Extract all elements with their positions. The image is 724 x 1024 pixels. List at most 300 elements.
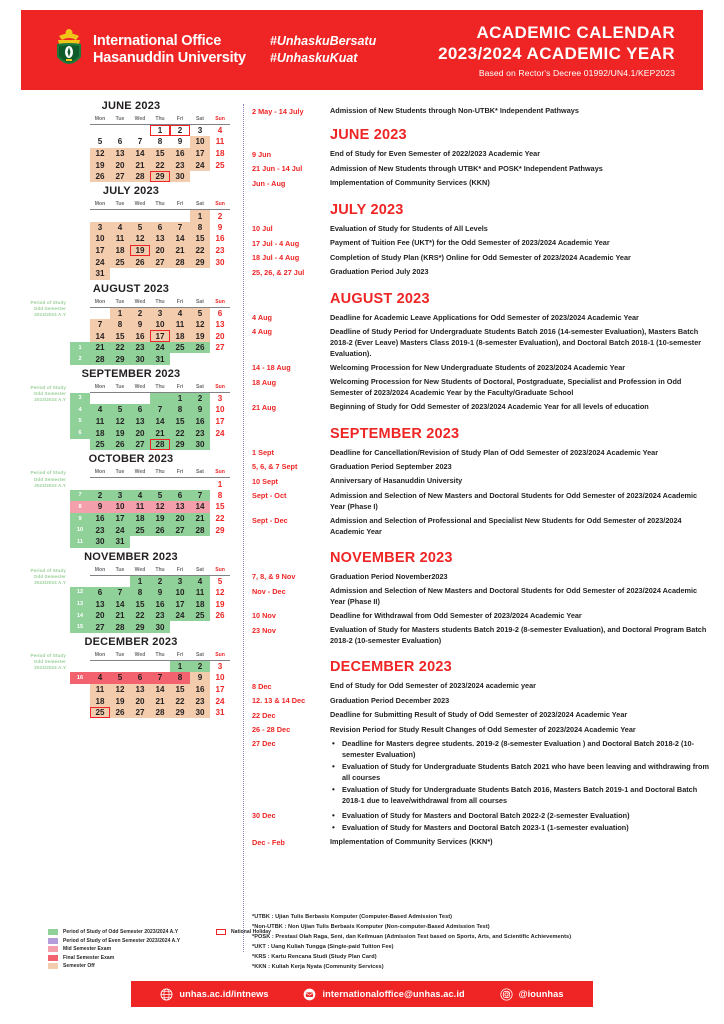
weekday-header-thu: Thu xyxy=(150,651,170,661)
month-calendar xyxy=(0,283,236,365)
weekday-header-sun: Sun xyxy=(210,115,230,125)
event-bullet-item: • Evaluation of Study for Undergraduate Students Batch 2021 who have been leaving and withdrawing from all courses xyxy=(330,762,714,784)
day-cell: 3 xyxy=(217,394,223,404)
day-cell: 28 xyxy=(170,256,190,268)
week-number-cell: 12 xyxy=(70,587,90,599)
week-number-cell: 3 xyxy=(70,393,90,405)
legend-item xyxy=(48,963,248,969)
event-date: 12. 13 & 14 Dec xyxy=(252,696,306,706)
events-month-heading: DECEMBER 2023 xyxy=(330,659,452,676)
org-name-line2: Hasanuddin University xyxy=(93,50,246,66)
event-date: 30 Dec xyxy=(252,811,276,821)
weekday-header-sun: Sun xyxy=(210,468,230,478)
month-calendar xyxy=(0,636,236,718)
month-calendar xyxy=(0,551,236,633)
weekday-header-sat: Sat xyxy=(190,115,210,125)
day-cell: 22 xyxy=(215,514,225,524)
day-cell: 28 xyxy=(90,353,110,365)
event-description: Implementation of Community Services (KKN*) xyxy=(330,837,493,847)
footnote-line: *UKT : Uang Kuliah Tungga (Single-paid Tuition Fee) xyxy=(252,943,394,950)
weekday-header-fri: Fri xyxy=(170,566,190,576)
legend-swatch xyxy=(48,938,58,944)
day-cell: 14 xyxy=(90,330,110,342)
day-cell: 7 xyxy=(90,319,110,331)
event-date: 4 Aug xyxy=(252,327,272,337)
weekday-header-mon: Mon xyxy=(90,566,110,576)
event-description: Admission of New Students through UTBK* and POSK* Independent Pathways xyxy=(330,163,603,173)
day-cell: 4 xyxy=(110,222,130,234)
day-cell-empty xyxy=(210,353,230,365)
day-cell: 12 xyxy=(215,587,225,597)
week-number-cell xyxy=(70,245,90,257)
calendar-week-row xyxy=(70,404,230,416)
event-description: Admission and Selection of New Masters and Doctoral Students for Odd Semester of 2023/2024 Academic Year (Phase I) xyxy=(330,490,698,511)
week-number-cell xyxy=(70,478,90,490)
email-icon xyxy=(303,988,316,1001)
event-bullet-list xyxy=(330,811,714,834)
day-cell: 8 xyxy=(190,222,210,234)
day-cell: 29 xyxy=(130,621,150,633)
day-cell: 21 xyxy=(170,245,190,257)
day-cell: 25 xyxy=(215,160,225,170)
event-row xyxy=(252,448,714,459)
day-cell: 7 xyxy=(150,404,170,416)
day-cell: 16 xyxy=(150,598,170,610)
event-description: Beginning of Study for Odd Semester of 2023/2024 Academic Year for all levels of education xyxy=(330,402,649,412)
week-number-cell xyxy=(70,661,90,673)
weekday-header-sun: Sun xyxy=(210,383,230,393)
period-of-study-note: Period of Study Odd Semester 2023/2024 A.Y xyxy=(30,385,66,403)
org-name xyxy=(93,33,246,66)
event-bullet-item: • Evaluation of Study for Masters and Doctoral Batch 2022-2 (2-semester Evaluation) xyxy=(330,811,714,822)
calendar-week-row xyxy=(70,439,230,451)
day-cell: 19 xyxy=(150,513,170,525)
day-cell-empty xyxy=(190,268,210,280)
day-cell: 27 xyxy=(130,439,150,451)
calendar-week-row xyxy=(70,621,230,633)
day-cell: 24 xyxy=(90,256,110,268)
event-description: Graduation Period July 2023 xyxy=(330,267,429,277)
event-row xyxy=(252,363,714,374)
event-description: Graduation Period September 2023 xyxy=(330,461,452,471)
day-cell: 23 xyxy=(170,159,190,171)
calendar-week-row xyxy=(70,478,230,490)
day-cell: 4 xyxy=(90,404,110,416)
week-number-header xyxy=(70,115,90,125)
day-cell: 20 xyxy=(215,331,225,341)
day-cell: 21 xyxy=(190,513,210,525)
day-cell: 31 xyxy=(110,536,130,548)
month-title: AUGUST 2023 xyxy=(92,282,170,295)
legend-label-national-holiday: National Holiday xyxy=(231,929,271,935)
events-month-heading: JULY 2023 xyxy=(330,201,404,218)
event-description: Admission of New Students through Non-UTBK* Independent Pathways xyxy=(330,106,579,115)
day-cell-empty xyxy=(190,536,210,548)
day-cell: 7 xyxy=(150,672,170,684)
day-cell-empty xyxy=(170,536,190,548)
calendar-week-row xyxy=(70,307,230,319)
weekday-header-sun: Sun xyxy=(210,651,230,661)
day-cell-empty xyxy=(170,353,190,365)
event-row xyxy=(252,586,714,608)
week-number-cell xyxy=(70,210,90,222)
weekday-header-fri: Fri xyxy=(170,651,190,661)
weekday-header-sat: Sat xyxy=(190,468,210,478)
day-cell: 28 xyxy=(130,171,150,183)
day-cell: 20 xyxy=(110,159,130,171)
day-cell: 19 xyxy=(110,695,130,707)
day-cell: 12 xyxy=(130,233,150,245)
footnote-line: *POSK : Prestasi Olah Raga, Seni, dan Keilmuan (Admission Test based on Sports, Arts, and Scientific Achievements) xyxy=(252,933,572,940)
weekday-header-thu: Thu xyxy=(150,115,170,125)
week-number-cell xyxy=(70,171,90,183)
event-row xyxy=(252,710,714,721)
day-cell: 31 xyxy=(150,353,170,365)
event-row xyxy=(252,572,714,583)
week-number-cell xyxy=(70,307,90,319)
calendar-table xyxy=(70,298,230,365)
month-body xyxy=(0,468,236,547)
day-cell: 16 xyxy=(90,513,110,525)
day-cell: 24 xyxy=(150,342,170,354)
calendar-week-row xyxy=(70,490,230,502)
day-cell: 11 xyxy=(110,233,130,245)
day-cell: 15 xyxy=(170,416,190,428)
day-cell: 25 xyxy=(90,439,110,451)
event-row xyxy=(252,476,714,487)
day-cell: 19 xyxy=(90,159,110,171)
calendar-week-row xyxy=(70,353,230,365)
event-description xyxy=(330,739,714,808)
calendar-week-row xyxy=(70,319,230,331)
day-cell: 13 xyxy=(130,684,150,696)
day-cell: 30 xyxy=(130,353,150,365)
footnote-line: *UTBK : Ujian Tulis Berbasis Komputer (Computer-Based Admission Test) xyxy=(252,914,453,920)
day-cell-empty xyxy=(150,478,170,490)
page-title-line1: ACADEMIC CALENDAR xyxy=(476,22,675,42)
week-number-cell: 7 xyxy=(70,490,90,502)
day-cell: 6 xyxy=(130,404,150,416)
day-cell: 13 xyxy=(90,598,110,610)
day-cell: 16 xyxy=(130,330,150,342)
event-row xyxy=(252,224,714,235)
event-description: Evaluation of Study for Masters students Batch 2019-2 (8-semester Evaluation), and Doctoral Program Batch 2018-2 (10-semester Evaluation) xyxy=(330,625,707,646)
day-cell: 17 xyxy=(215,416,225,426)
day-cell: 27 xyxy=(90,621,110,633)
day-cell: 31 xyxy=(90,268,110,280)
day-cell: 26 xyxy=(215,611,225,621)
day-cell-empty xyxy=(210,536,230,548)
day-cell: 17 xyxy=(215,684,225,694)
day-cell: 21 xyxy=(130,159,150,171)
event-row xyxy=(252,238,714,249)
event-bullet-list xyxy=(330,739,714,807)
week-number-header xyxy=(70,298,90,308)
day-cell: 8 xyxy=(157,137,163,147)
day-cell-empty xyxy=(150,268,170,280)
weekday-header-sat: Sat xyxy=(190,383,210,393)
day-cell: 1 xyxy=(190,210,210,222)
day-cell: 8 xyxy=(130,587,150,599)
day-cell: 12 xyxy=(110,684,130,696)
week-number-header xyxy=(70,566,90,576)
day-cell: 27 xyxy=(150,256,170,268)
event-row xyxy=(252,164,714,175)
weekday-header-sat: Sat xyxy=(190,298,210,308)
day-cell-empty xyxy=(130,268,150,280)
org-name-line1: International Office xyxy=(93,33,222,50)
day-cell-empty xyxy=(210,439,230,451)
day-cell-empty xyxy=(110,575,130,587)
event-date: 22 Dec xyxy=(252,710,276,720)
day-cell: 22 xyxy=(110,342,130,354)
calendar-week-row xyxy=(70,148,230,160)
week-number-header xyxy=(70,383,90,393)
calendar-week-row xyxy=(70,536,230,548)
weekday-header-mon: Mon xyxy=(90,651,110,661)
day-cell: 4 xyxy=(130,490,150,502)
day-cell: 9 xyxy=(217,222,223,232)
calendar-week-row xyxy=(70,513,230,525)
event-date: 7, 8, & 9 Nov xyxy=(252,572,296,582)
weekday-header-wed: Wed xyxy=(130,200,150,210)
day-cell: 9 xyxy=(177,137,183,147)
day-cell: 29 xyxy=(190,256,210,268)
day-cell-empty xyxy=(190,621,210,633)
footer-email[interactable] xyxy=(303,988,464,1001)
day-cell: 17 xyxy=(110,513,130,525)
day-cell: 17 xyxy=(150,330,170,342)
calendar-week-row xyxy=(70,524,230,536)
legend-holiday-block xyxy=(216,929,271,938)
day-cell: 12 xyxy=(110,416,130,428)
event-row xyxy=(252,696,714,707)
day-cell: 1 xyxy=(170,661,190,673)
event-row xyxy=(252,253,714,264)
day-cell: 15 xyxy=(130,598,150,610)
calendar-week-row xyxy=(70,661,230,673)
calendar-week-row xyxy=(70,684,230,696)
weekday-header-mon: Mon xyxy=(90,298,110,308)
day-cell: 1 xyxy=(110,307,130,319)
day-cell: 20 xyxy=(170,513,190,525)
event-description: Deadline for Cancellation/Revision of Study Plan of Odd Semester of 2023/2024 Academic Year xyxy=(330,447,659,457)
day-cell: 6 xyxy=(150,222,170,234)
day-cell-empty xyxy=(210,621,230,633)
week-number-cell: 5 xyxy=(70,416,90,428)
day-cell: 18 xyxy=(190,598,210,610)
day-cell: 18 xyxy=(90,427,110,439)
legend-swatch xyxy=(48,963,58,969)
day-cell: 10 xyxy=(170,587,190,599)
day-cell: 18 xyxy=(130,513,150,525)
day-cell: 16 xyxy=(170,148,190,160)
day-cell: 4 xyxy=(217,126,223,136)
day-cell: 29 xyxy=(170,439,190,451)
day-cell: 7 xyxy=(170,222,190,234)
day-cell-empty xyxy=(90,210,110,222)
day-cell: 1 xyxy=(150,125,170,137)
events-month-heading: JUNE 2023 xyxy=(330,127,407,144)
day-cell: 11 xyxy=(190,587,210,599)
event-date: Dec - Feb xyxy=(252,837,285,847)
event-date: 21 Jun - 14 Jul xyxy=(252,164,303,174)
legend-item xyxy=(48,946,248,952)
day-cell: 5 xyxy=(97,137,103,147)
event-date: 23 Nov xyxy=(252,625,276,635)
day-cell: 26 xyxy=(110,439,130,451)
event-date: Sept - Dec xyxy=(252,516,288,526)
day-cell: 29 xyxy=(110,353,130,365)
university-crest-icon xyxy=(54,27,84,73)
day-cell: 23 xyxy=(190,427,210,439)
day-cell: 28 xyxy=(150,707,170,719)
day-cell: 5 xyxy=(110,404,130,416)
day-cell: 13 xyxy=(170,501,190,513)
day-cell: 2 xyxy=(130,307,150,319)
event-row xyxy=(252,739,714,808)
day-cell: 28 xyxy=(150,439,170,451)
calendar-week-row xyxy=(70,501,230,513)
day-cell: 13 xyxy=(150,233,170,245)
day-cell: 14 xyxy=(110,598,130,610)
day-cell: 7 xyxy=(137,137,143,147)
day-cell: 21 xyxy=(150,695,170,707)
weekday-header-wed: Wed xyxy=(130,468,150,478)
day-cell: 3 xyxy=(170,575,190,587)
day-cell: 22 xyxy=(170,695,190,707)
legend-swatch xyxy=(48,929,58,935)
weekday-header-sun: Sun xyxy=(210,200,230,210)
month-calendar xyxy=(0,185,236,279)
day-cell: 12 xyxy=(150,501,170,513)
weekday-header-sun: Sun xyxy=(210,566,230,576)
day-cell: 18 xyxy=(215,148,225,158)
day-cell: 23 xyxy=(130,342,150,354)
day-cell: 11 xyxy=(90,416,110,428)
event-bullet-item: • Evaluation of Study for Undergraduate Students Batch 2016, Masters Batch 2019-1 and Doctoral Batch 2018-1 due to leave/withdrawal from all courses xyxy=(330,785,714,807)
weekday-header-mon: Mon xyxy=(90,468,110,478)
day-cell: 30 xyxy=(170,171,190,183)
day-cell: 11 xyxy=(130,501,150,513)
weekday-header-mon: Mon xyxy=(90,115,110,125)
footnote-line: *Non-UTBK : Non Ujian Tulis Berbasis Komputer (Non-computer-Based Admission Test) xyxy=(252,923,490,930)
day-cell-empty xyxy=(110,268,130,280)
month-title: DECEMBER 2023 xyxy=(84,636,178,648)
day-cell: 30 xyxy=(215,257,225,267)
branding-block xyxy=(54,27,246,73)
week-number-cell: 9 xyxy=(70,513,90,525)
day-cell: 25 xyxy=(110,256,130,268)
day-cell: 23 xyxy=(150,610,170,622)
weekday-header-wed: Wed xyxy=(130,383,150,393)
day-cell: 6 xyxy=(117,137,123,147)
day-cell: 4 xyxy=(170,307,190,319)
day-cell: 29 xyxy=(170,707,190,719)
day-cell: 23 xyxy=(215,246,225,256)
day-cell: 6 xyxy=(217,308,223,318)
calendar-week-row xyxy=(70,416,230,428)
footer-website-text: unhas.ac.id/intnews xyxy=(179,989,269,999)
day-cell: 14 xyxy=(150,684,170,696)
period-of-study-note: Period of Study Odd Semester 2023/2024 A.Y xyxy=(30,299,66,317)
day-cell: 26 xyxy=(90,171,110,183)
events-month-heading: SEPTEMBER 2023 xyxy=(330,425,460,442)
day-cell: 18 xyxy=(110,245,130,257)
weekday-header-wed: Wed xyxy=(130,298,150,308)
event-description: Admission and Selection of New Masters and Doctoral Students for Odd Semester of 2023/2024 Academic Year (Phase II) xyxy=(330,586,698,606)
event-row xyxy=(252,313,714,324)
weekday-header-sat: Sat xyxy=(190,651,210,661)
calendar-week-row xyxy=(70,171,230,183)
day-cell: 14 xyxy=(190,501,210,513)
hashtag-1: #UnhaskuBersatu xyxy=(269,34,377,49)
event-row xyxy=(252,462,714,473)
calendar-table xyxy=(70,383,230,450)
day-cell: 14 xyxy=(170,233,190,245)
event-date: 2 May - 14 July xyxy=(252,106,304,116)
day-cell: 25 xyxy=(130,524,150,536)
footnotes-block xyxy=(252,913,702,973)
event-description: Payment of Tuition Fee (UKT*) for the Odd Semester of 2023/2024 Academic Year xyxy=(330,238,610,248)
weekday-header-sat: Sat xyxy=(190,566,210,576)
day-cell: 8 xyxy=(170,404,190,416)
day-cell: 1 xyxy=(170,393,190,405)
day-cell: 30 xyxy=(90,536,110,548)
day-cell: 20 xyxy=(130,427,150,439)
day-cell: 21 xyxy=(150,427,170,439)
instagram-icon xyxy=(500,988,513,1001)
event-row xyxy=(252,106,714,117)
footer-instagram-text: @iounhas xyxy=(518,989,564,999)
event-row xyxy=(252,178,714,189)
day-cell: 10 xyxy=(150,319,170,331)
day-cell-empty xyxy=(150,536,170,548)
calendar-week-row xyxy=(70,598,230,610)
month-body xyxy=(0,383,236,450)
day-cell: 21 xyxy=(90,342,110,354)
week-number-cell: 2 xyxy=(70,353,90,365)
day-cell: 5 xyxy=(217,576,223,586)
day-cell: 2 xyxy=(150,575,170,587)
event-date: Sept - Oct xyxy=(252,491,287,501)
period-of-study-note: Period of Study Odd Semester 2023/2024 A.Y xyxy=(30,653,66,671)
day-cell: 15 xyxy=(170,684,190,696)
day-cell: 13 xyxy=(130,416,150,428)
day-cell: 27 xyxy=(110,171,130,183)
week-number-header xyxy=(70,651,90,661)
page-footer xyxy=(131,981,593,1007)
calendar-week-row xyxy=(70,210,230,222)
event-description: Evaluation of Study for Students of All Levels xyxy=(330,223,488,233)
event-date: 25, 26, & 27 Jul xyxy=(252,267,305,277)
footer-instagram[interactable] xyxy=(500,988,564,1001)
day-cell: 24 xyxy=(190,159,210,171)
legend-item xyxy=(48,938,248,944)
event-row xyxy=(252,811,714,835)
footer-website[interactable] xyxy=(160,988,268,1001)
weekday-header-mon: Mon xyxy=(90,383,110,393)
day-cell-empty xyxy=(150,210,170,222)
day-cell: 27 xyxy=(215,343,225,353)
weekday-header-fri: Fri xyxy=(170,115,190,125)
week-number-cell xyxy=(70,319,90,331)
day-cell: 9 xyxy=(90,501,110,513)
day-cell-empty xyxy=(190,353,210,365)
day-cell: 20 xyxy=(150,245,170,257)
day-cell: 18 xyxy=(90,695,110,707)
day-cell: 31 xyxy=(215,708,225,718)
